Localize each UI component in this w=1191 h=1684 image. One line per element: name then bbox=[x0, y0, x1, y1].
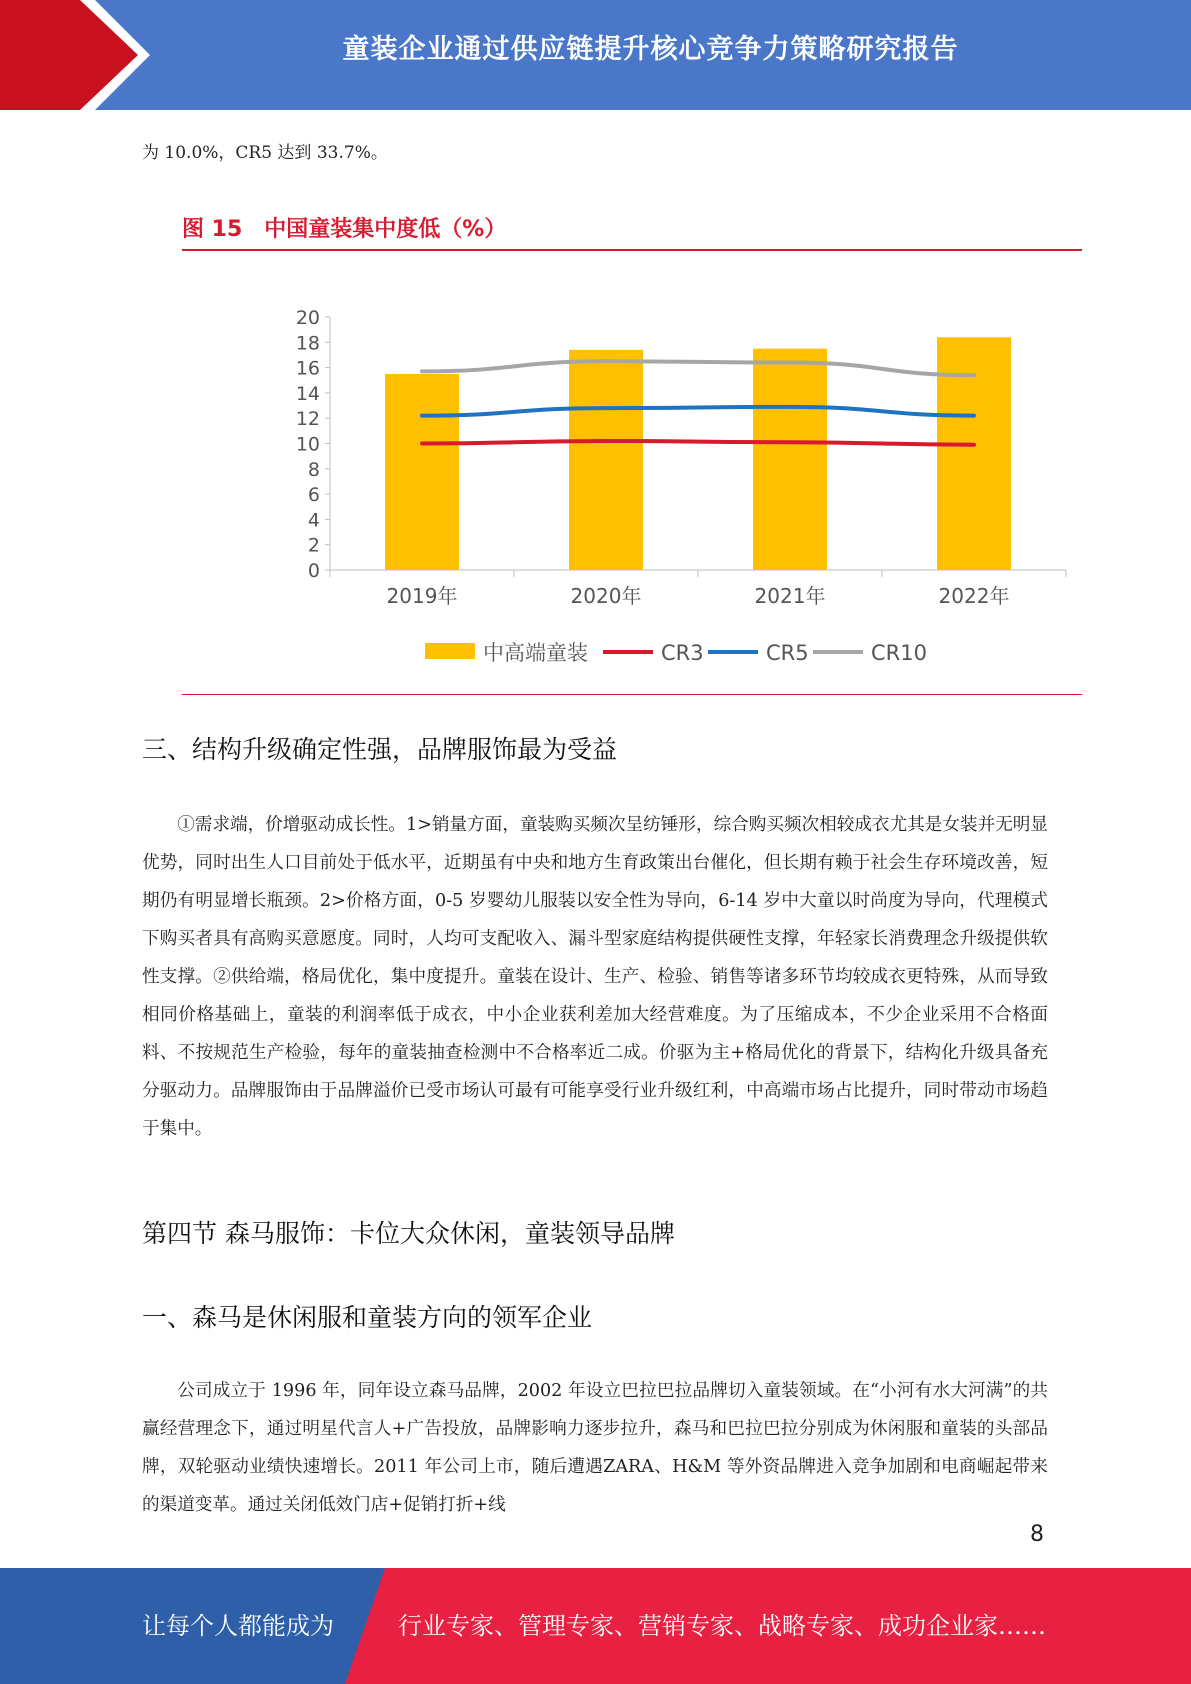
x-tick-label: 2021年 bbox=[754, 584, 826, 608]
section-heading-semir: 第四节 森马服饰：卡位大众休闲，童装领导品牌 bbox=[142, 1219, 675, 1248]
bar-中高端童装 bbox=[569, 350, 643, 570]
legend-label-CR3: CR3 bbox=[661, 641, 704, 665]
footer-slogan-left: 让每个人都能成为 bbox=[142, 1612, 334, 1640]
y-tick-label: 20 bbox=[295, 307, 320, 329]
y-tick-label: 14 bbox=[295, 382, 320, 405]
x-tick-label: 2019年 bbox=[386, 584, 458, 608]
legend-swatch-中高端童装 bbox=[425, 643, 475, 659]
page-number: 8 bbox=[1030, 1522, 1044, 1547]
y-tick-label: 4 bbox=[307, 509, 320, 532]
footer-slogan-right: 行业专家、管理专家、营销专家、战略专家、成功企业家…… bbox=[398, 1612, 1046, 1640]
document-title: 童装企业通过供应链提升核心竞争力策略研究报告 bbox=[342, 34, 959, 65]
page-footer bbox=[0, 1568, 1191, 1684]
section-heading-semir-leader: 一、森马是休闲服和童装方向的领军企业 bbox=[142, 1303, 593, 1332]
section-paragraph-semir-leader: 公司成立于 1996 年，同年设立森马品牌，2002 年设立巴拉巴拉品牌切入童装领域。在“小河有水大河满”的共赢经营理念下，通过明星代言人+广告投放，品牌影响力逐步拉升，森马和巴拉巴拉分别成为休闲服和童装的头部品牌，双轮驱动业绩快速增长。2011 年公司上市，随后遭遇ZARA、H&M 等外资品牌进入竞争加剧和电商崛起带来的渠道变革。通过关闭低效门店+促销打折+线 bbox=[142, 1381, 1048, 1515]
y-tick-label: 6 bbox=[307, 484, 320, 507]
figure-rule-top bbox=[182, 249, 1082, 251]
line-CR3 bbox=[422, 441, 974, 445]
x-tick-label: 2020年 bbox=[570, 584, 642, 608]
figure-title: 图 15 中国童装集中度低（%） bbox=[182, 217, 507, 242]
header-chevron-icon bbox=[0, 0, 160, 110]
intro-line: 为 10.0%，CR5 达到 33.7%。 bbox=[142, 143, 388, 163]
legend-label-CR10: CR10 bbox=[871, 641, 927, 665]
legend-label-CR5: CR5 bbox=[766, 641, 809, 665]
x-tick-label: 2022年 bbox=[938, 584, 1010, 608]
concentration-chart bbox=[270, 295, 1080, 680]
bar-中高端童装 bbox=[937, 337, 1011, 570]
section-paragraph-structure-upgrade: ①需求端，价增驱动成长性。1>销量方面，童装购买频次呈纺锤形，综合购买频次相较成衣尤其是女装并无明显优势，同时出生人口目前处于低水平，近期虽有中央和地方生育政策出台催化，但长期有赖于社会生存环境改善，短期仍有明显增长瓶颈。2>价格方面，0-5 岁婴幼儿服装以安全性为导向，6-14 岁中大童以时尚度为导向，代理模式下购买者具有高购买意愿度。同时，人均可支配收入、漏斗型家庭结构提供硬性支撑，年轻家长消费理念升级提供软性支撑。②供给端，格局优化，集中度提升。童装在设计、生产、检验、销售等诸多环节均较成衣更特殊，从而导致相同价格基础上，童装的利润率低于成衣，中小企业获利差加大经营难度。为了压缩成本，不少企业采用不合格面料、不按规范生产检验，每年的童装抽查检测中不合格率近二成。价驱为主+格局优化的背景下，结构化升级具备充分驱动力。品牌服饰由于品牌溢价已受市场认可最有可能享受行业升级红利，中高端市场占比提升，同时带动市场趋于集中。 bbox=[142, 815, 1048, 1139]
y-tick-label: 2 bbox=[307, 534, 320, 557]
bar-中高端童装 bbox=[385, 374, 459, 570]
section-heading-structure-upgrade: 三、结构升级确定性强，品牌服饰最为受益 bbox=[142, 735, 618, 764]
figure-rule-bottom bbox=[182, 694, 1082, 695]
y-tick-label: 12 bbox=[295, 408, 320, 431]
page-header bbox=[0, 0, 1191, 110]
y-tick-label: 10 bbox=[295, 433, 320, 456]
line-CR10 bbox=[422, 361, 974, 375]
legend-label-中高端童装: 中高端童装 bbox=[483, 641, 588, 665]
y-tick-label: 16 bbox=[295, 357, 320, 380]
y-tick-label: 8 bbox=[307, 458, 320, 481]
y-tick-label: 0 bbox=[307, 560, 320, 582]
bar-中高端童装 bbox=[753, 349, 827, 570]
line-CR5 bbox=[422, 407, 974, 416]
y-tick-label: 18 bbox=[295, 332, 320, 355]
